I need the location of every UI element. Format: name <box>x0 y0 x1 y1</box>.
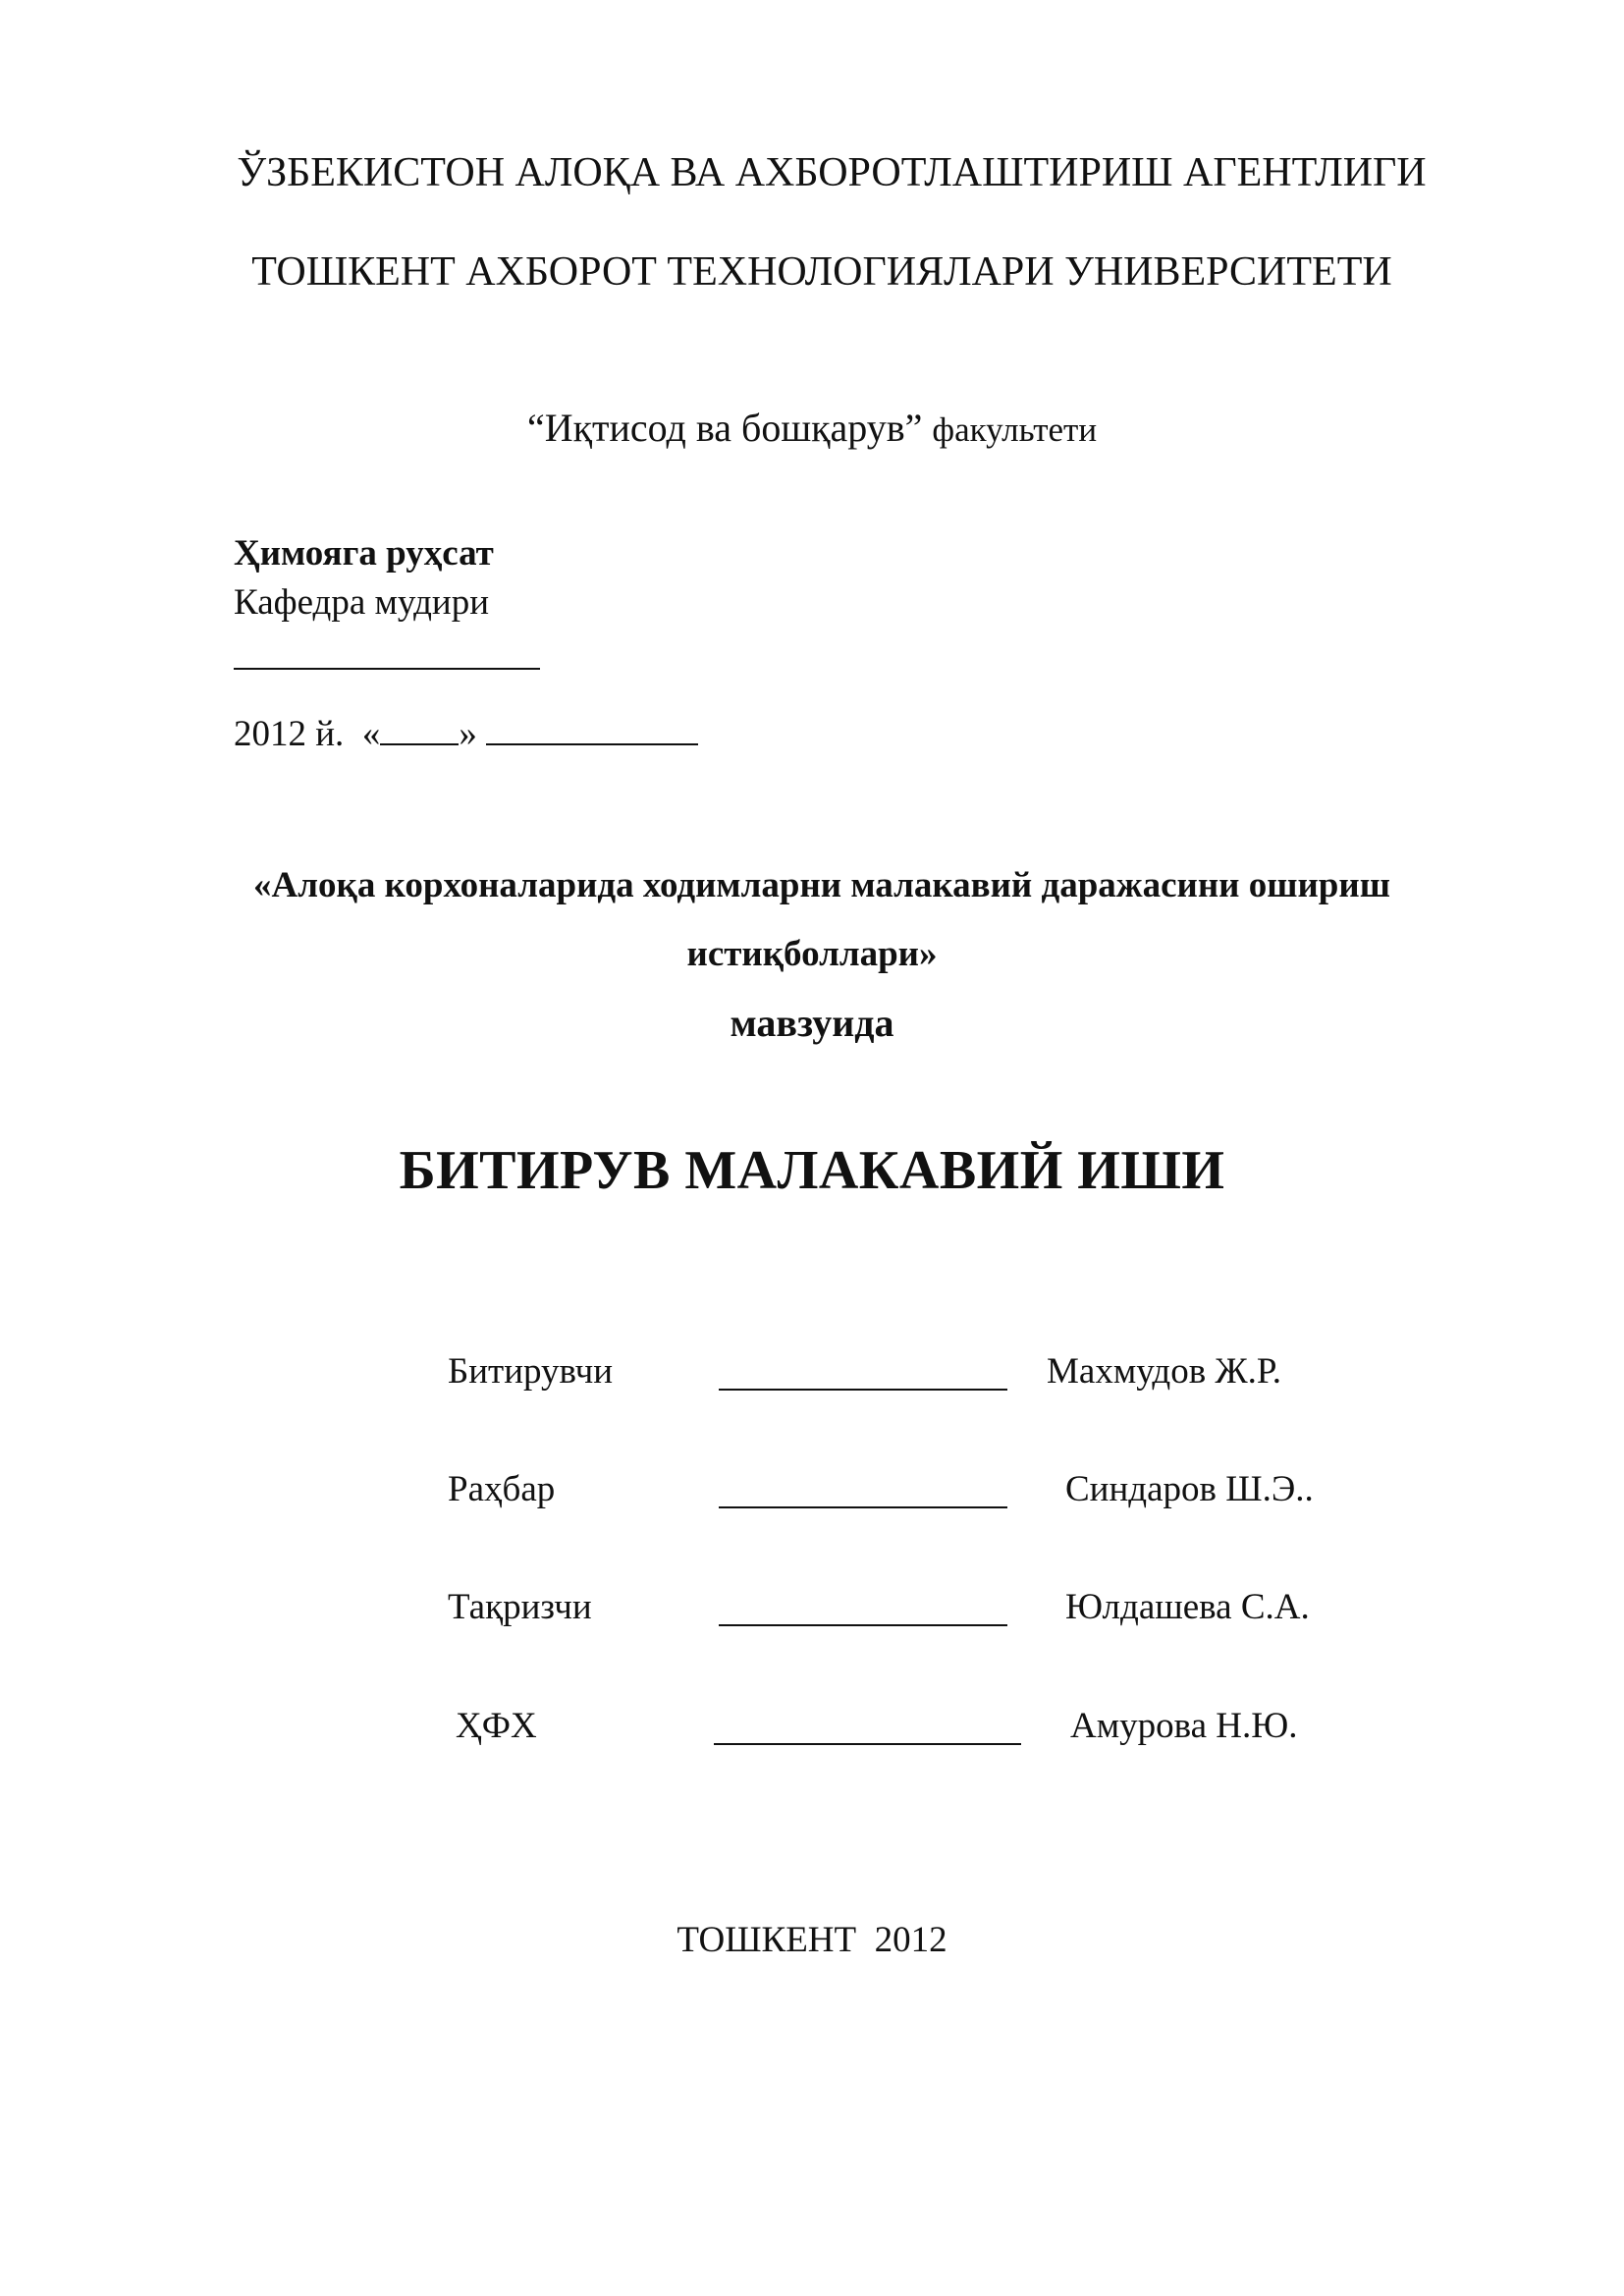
signature-role-supervisor: Раҳбар <box>448 1469 556 1509</box>
approval-month-blank <box>486 714 698 745</box>
approval-title: Ҳимояга руҳсат <box>234 533 494 574</box>
footer-city: ТОШКЕНТ <box>677 1920 857 1960</box>
approval-date-close-quote: » <box>459 714 477 754</box>
approval-day-blank <box>380 714 459 745</box>
signature-name-graduate: Махмудов Ж.Р. <box>1047 1351 1282 1392</box>
footer-year: 2012 <box>874 1920 947 1960</box>
faculty-heading <box>0 405 1624 451</box>
agency-heading: ЎЗБЕКИСТОН АЛОҚА ВА АХБОРОТЛАШТИРИШ АГЕНТЛИГИ <box>237 150 1427 195</box>
topic-line-2: истиқболлари» <box>686 934 938 974</box>
signature-role-graduate: Битирувчи <box>448 1351 613 1392</box>
topic-line-3: мавзуида <box>730 1001 894 1045</box>
signature-name-safety: Амурова Н.Ю. <box>1070 1706 1298 1746</box>
signature-role-reviewer: Тақризчи <box>448 1587 592 1627</box>
document-title: БИТИРУВ МАЛАКАВИЙ ИШИ <box>399 1140 1225 1201</box>
signature-role-safety: ҲФХ <box>456 1706 537 1746</box>
faculty-word: факультети <box>932 410 1098 449</box>
approval-signature-line <box>234 668 540 670</box>
signature-name-reviewer: Юлдашева С.А. <box>1065 1587 1310 1627</box>
topic-line-1: «Алоқа корхоналарида ходимларни малакавий даражасини ошириш <box>253 865 1390 905</box>
faculty-name: “Иқтисод ва бошқарув” <box>526 406 923 450</box>
signature-name-supervisor: Синдаров Ш.Э.. <box>1065 1469 1314 1509</box>
approval-date-year: 2012 й. <box>234 714 345 754</box>
signature-line-safety <box>714 1743 1021 1745</box>
footer-city-year <box>0 1919 1624 1961</box>
signature-line-supervisor <box>719 1506 1007 1508</box>
university-heading: ТОШКЕНТ АХБОРОТ ТЕХНОЛОГИЯЛАРИ УНИВЕРСИТЕТИ <box>251 249 1392 295</box>
approval-date-open-quote: « <box>361 714 381 754</box>
signature-line-reviewer <box>719 1624 1007 1626</box>
approval-date <box>234 713 698 755</box>
signature-line-graduate <box>719 1389 1007 1391</box>
approval-subtitle: Кафедра мудири <box>234 582 490 623</box>
